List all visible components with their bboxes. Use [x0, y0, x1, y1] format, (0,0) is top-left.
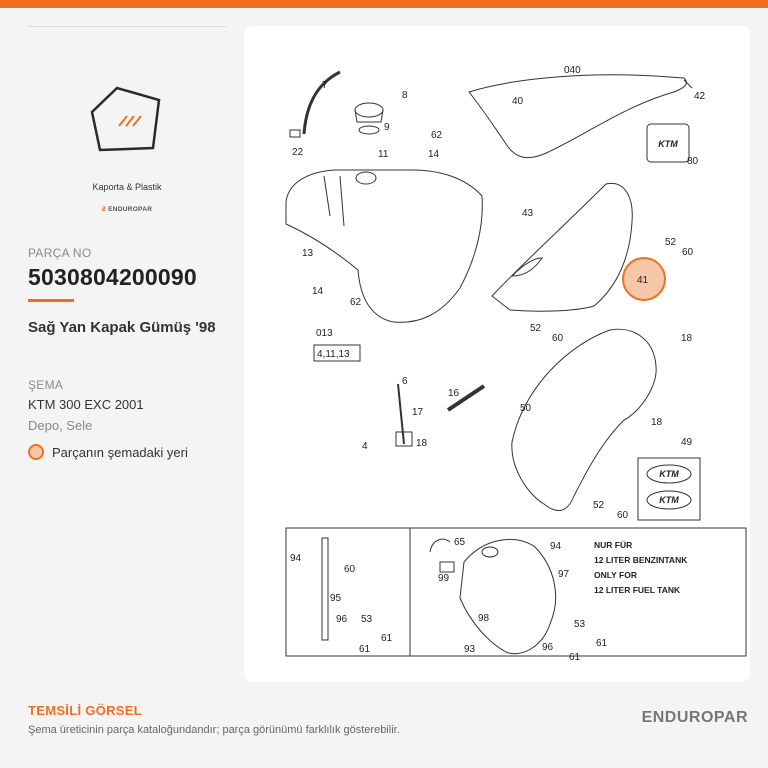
label-14a: 14: [428, 149, 440, 160]
label-93: 93: [464, 644, 476, 655]
highlight-dot-icon: [28, 444, 44, 460]
label-18b: 18: [416, 438, 428, 449]
accent-line: [28, 299, 74, 302]
footer-brand: ENDUROPAR: [641, 709, 748, 726]
fuel-tank: [286, 170, 482, 322]
label-4: 4: [362, 441, 368, 452]
category-logo: [28, 70, 226, 220]
decal-ktm-text-1: KTM: [659, 469, 679, 479]
legend: [28, 444, 188, 460]
category-label: Kaporta & Plastik: [92, 182, 162, 192]
footer-description: Şema üreticinin parça kataloğundandır; parça görünümü farklılık gösterebilir.: [28, 724, 400, 736]
note-line-3: ONLY FOR: [594, 570, 637, 580]
label-14b: 14: [312, 286, 324, 297]
brand-text: ENDUROPAR: [108, 206, 153, 213]
label-98: 98: [478, 613, 490, 624]
divider: [28, 26, 226, 27]
label-96a: 96: [336, 614, 348, 625]
label-40: 40: [512, 96, 524, 107]
label-94b: 94: [550, 541, 562, 552]
label-9: 9: [384, 122, 390, 133]
label-7: 7: [322, 80, 328, 91]
label-4-11-13: 4,11,13: [317, 349, 350, 360]
label-18c: 18: [651, 417, 663, 428]
label-60d: 60: [344, 564, 356, 575]
label-52c: 52: [593, 500, 605, 511]
part-number: 5030804200090: [28, 264, 197, 290]
parts-diagram: [244, 26, 750, 682]
schema-label: ŞEMA: [28, 378, 64, 392]
schema-model: KTM 300 EXC 2001: [28, 397, 144, 412]
label-61b: 61: [359, 644, 371, 655]
brand-logo-small: [28, 206, 226, 213]
label-60b: 60: [552, 333, 564, 344]
label-80: 80: [687, 156, 699, 167]
diagram-panel: [244, 26, 750, 682]
fitting: [290, 130, 300, 137]
side-cover-41: [492, 183, 632, 311]
seat: [469, 75, 686, 158]
label-96b: 96: [542, 642, 554, 653]
label-17: 17: [412, 407, 424, 418]
label-61a: 61: [381, 633, 393, 644]
part-name: Sağ Yan Kapak Gümüş '98: [28, 319, 216, 336]
label-53b: 53: [574, 619, 586, 630]
label-95: 95: [330, 593, 342, 604]
label-41: 41: [637, 275, 649, 286]
decal-ktm-text-2: KTM: [659, 495, 679, 505]
sticker-ktm-text: KTM: [658, 139, 678, 149]
label-52b: 52: [530, 323, 542, 334]
label-040: 040: [564, 65, 581, 76]
note-line-1: NUR FÜR: [594, 540, 633, 550]
top-accent-bar: [0, 0, 768, 8]
note-line-2: 12 LITER BENZINTANK: [594, 555, 688, 565]
label-62a: 62: [431, 130, 443, 141]
legend-text: Parçanın şemadaki yeri: [52, 444, 188, 460]
label-52a: 52: [665, 237, 677, 248]
label-61d: 61: [569, 652, 581, 663]
label-11: 11: [378, 149, 389, 160]
note-line-4: 12 LITER FUEL TANK: [594, 585, 681, 595]
label-42: 42: [694, 91, 706, 102]
label-43: 43: [522, 208, 534, 219]
part-no-label: PARÇA NO: [28, 246, 92, 260]
side-panel-50: [512, 329, 656, 510]
label-8: 8: [402, 90, 408, 101]
label-61c: 61: [596, 638, 608, 649]
label-99: 99: [438, 573, 450, 584]
label-6: 6: [402, 376, 408, 387]
label-013: 013: [316, 328, 333, 339]
label-13: 13: [302, 248, 314, 259]
label-60a: 60: [682, 247, 694, 258]
label-65: 65: [454, 537, 466, 548]
tank-cap: [355, 103, 383, 117]
label-94a: 94: [290, 553, 302, 564]
label-18a: 18: [681, 333, 693, 344]
footer-title: TEMSİLİ GÖRSEL: [28, 703, 142, 718]
schema-group: Depo, Sele: [28, 418, 93, 433]
label-53a: 53: [361, 614, 373, 625]
label-49: 49: [681, 437, 693, 448]
label-60c: 60: [617, 510, 629, 521]
brand-mark-icon: Ƶ: [101, 206, 107, 213]
label-22: 22: [292, 147, 304, 158]
label-50: 50: [520, 403, 532, 414]
label-16: 16: [448, 388, 460, 399]
label-97: 97: [558, 569, 570, 580]
label-62b: 62: [350, 297, 362, 308]
decal-box: [638, 458, 700, 520]
pentagon-icon: [28, 70, 226, 180]
fuel-tank-note: [594, 540, 688, 595]
